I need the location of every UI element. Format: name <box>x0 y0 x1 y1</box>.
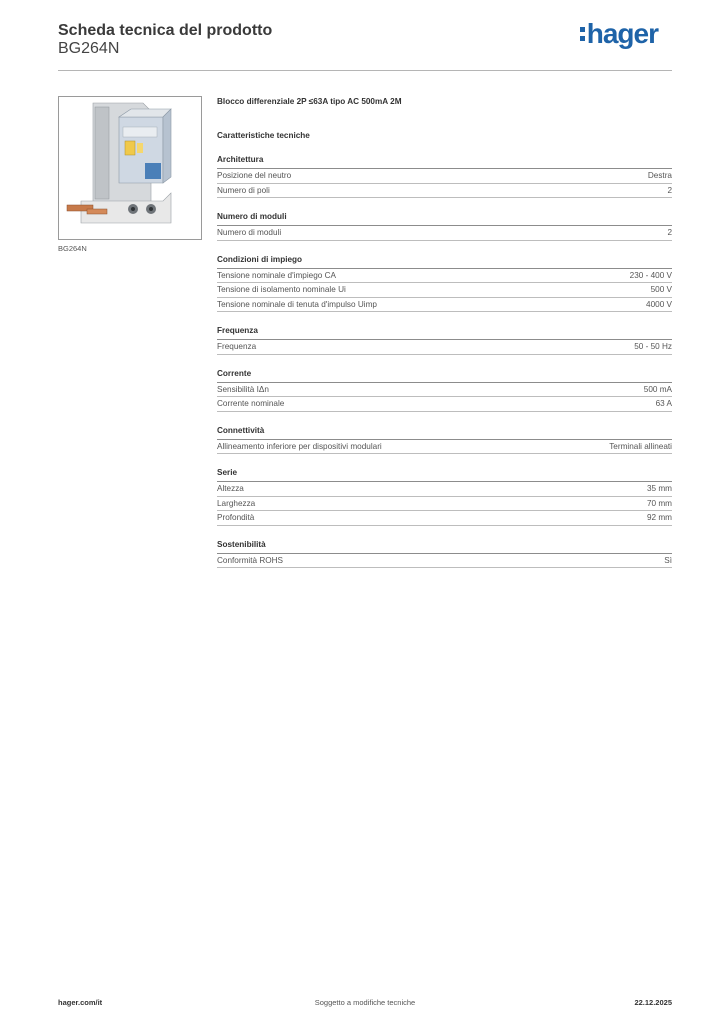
spec-label: Tensione di isolamento nominale Ui <box>217 285 346 294</box>
section-title: Connettività <box>217 426 672 440</box>
section-corrente <box>217 369 672 412</box>
product-image <box>58 96 202 240</box>
spec-label: Tensione nominale di tenuta d'impulso Uimp <box>217 299 377 309</box>
spec-value: 35 mm <box>646 484 672 493</box>
logo-dots-icon <box>580 27 585 41</box>
residual-current-block-illustration <box>59 97 201 239</box>
spec-label: Conformità ROHS <box>217 555 283 565</box>
section-title: Corrente <box>217 369 672 383</box>
technical-characteristics-heading: Caratteristiche tecniche <box>217 131 310 140</box>
spec-value: 92 mm <box>646 513 672 522</box>
spec-label: Posizione del neutro <box>217 171 292 180</box>
section-condizioni-di-impiego <box>217 255 672 313</box>
spec-row <box>217 397 672 412</box>
image-caption: BG264N <box>58 244 87 253</box>
section-frequenza <box>217 326 672 355</box>
section-serie <box>217 468 672 526</box>
spec-value: 230 - 400 V <box>629 270 672 280</box>
spec-value: Terminali allineati <box>609 441 672 451</box>
spec-row <box>217 482 672 497</box>
section-title: Architettura <box>217 155 672 169</box>
spec-label: Frequenza <box>217 342 257 351</box>
spec-row <box>217 383 672 398</box>
section-architettura <box>217 155 672 198</box>
spec-row <box>217 298 672 313</box>
spec-label: Profondità <box>217 513 255 522</box>
spec-value: 63 A <box>655 399 672 408</box>
spec-value: 50 - 50 Hz <box>634 342 672 351</box>
product-description: Blocco differenziale 2P ≤63A tipo AC 500mA 2M <box>217 97 402 106</box>
footer-note: Soggetto a modifiche tecniche <box>314 998 416 1007</box>
spec-value: 500 mA <box>643 384 672 394</box>
spec-row <box>217 184 672 199</box>
spec-content <box>217 97 672 568</box>
section-numero-di-moduli <box>217 212 672 241</box>
spec-label: Larghezza <box>217 498 256 508</box>
spec-row <box>217 340 672 355</box>
document-title: Scheda tecnica del prodotto <box>58 22 273 39</box>
spec-row <box>217 440 672 455</box>
spec-label: Corrente nominale <box>217 399 285 408</box>
spec-value: 500 V <box>650 285 672 294</box>
spec-value: 4000 V <box>646 299 672 309</box>
page-footer <box>58 998 672 1010</box>
section-title: Numero di moduli <box>217 212 672 226</box>
spec-label: Numero di poli <box>217 185 270 195</box>
section-connettivita <box>217 426 672 455</box>
spec-label: Numero di moduli <box>217 228 282 237</box>
footer-date: 22.12.2025 <box>634 998 672 1007</box>
spec-row <box>217 511 672 526</box>
hager-logo <box>580 20 658 48</box>
section-title: Condizioni di impiego <box>217 255 672 269</box>
product-code: BG264N <box>58 40 120 57</box>
spec-label: Tensione nominale d'impiego CA <box>217 270 336 280</box>
section-title: Serie <box>217 468 672 482</box>
spec-label: Allineamento inferiore per dispositivi modulari <box>217 441 382 451</box>
page-header <box>58 20 672 71</box>
spec-value: Destra <box>647 171 672 180</box>
spec-row <box>217 283 672 298</box>
section-title: Sostenibilità <box>217 540 672 554</box>
spec-value: 2 <box>667 228 672 237</box>
spec-row <box>217 497 672 512</box>
section-title: Frequenza <box>217 326 672 340</box>
spec-row <box>217 269 672 284</box>
spec-row <box>217 169 672 184</box>
footer-website-link[interactable]: hager.com/it <box>58 998 103 1007</box>
spec-row <box>217 226 672 241</box>
spec-value: 70 mm <box>646 498 672 508</box>
logo-text: hager <box>586 18 658 49</box>
section-sostenibilita <box>217 540 672 569</box>
spec-label: Altezza <box>217 484 244 493</box>
spec-value: 2 <box>667 185 672 195</box>
spec-label: Sensibilità IΔn <box>217 384 269 394</box>
spec-row <box>217 554 672 569</box>
spec-value: Sì <box>664 555 672 565</box>
